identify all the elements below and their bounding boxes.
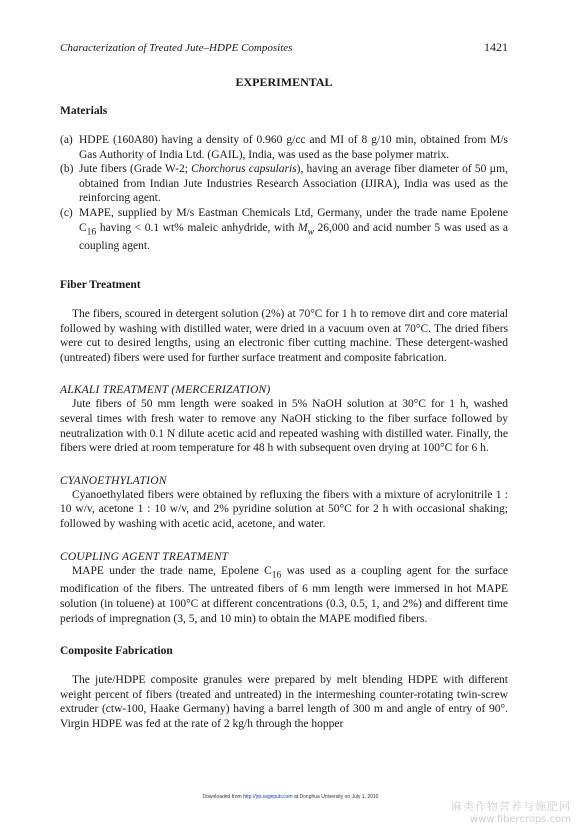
materials-list	[60, 133, 508, 254]
source-link[interactable]: http://jrp.sagepub.com	[243, 794, 293, 800]
page-number: 1421	[484, 40, 508, 54]
list-item-label: (a)	[60, 134, 73, 146]
list-item-text: 26,000 and acid number 5 was used as a coupling agent.	[79, 221, 508, 253]
list-item-text: having < 0.1 wt% maleic anhydride, with	[96, 221, 298, 234]
list-item-text: HDPE (160A80) having a density of 0.960 g/cc and MI of 8 g/10 min, obtained from M/s Gas Authority of India Ltd. (GAIL), India, was used as the base polymer matrix.	[79, 134, 508, 161]
article-page	[60, 40, 508, 732]
list-item	[60, 162, 508, 206]
subscript: 16	[271, 568, 282, 580]
species-name: Chorchorus capsularis	[191, 163, 297, 176]
molecular-weight-symbol: M	[297, 221, 308, 234]
coupling-paragraph: MAPE under the trade name, Epolene $C_{16}$ was used as a coupling agent for the surface modification of the fibers. The untreated fibers of 6 mm length were immersed in hot MAPE solution (in toluene) at 100°C at different concentrations (0.3, 0.5, 1, and 2%) and different time periods of impregnation (3, 5, and 10 min) to obtain the MAPE modified fibers.	[60, 564, 508, 625]
watermark-title: 麻类作物营养与施肥网	[451, 800, 571, 813]
alkali-heading: ALKALI TREATMENT (MERCERIZATION)	[60, 384, 271, 397]
watermark-url: www.fibercrops.com	[469, 814, 571, 825]
coupling-heading: COUPLING AGENT TREATMENT	[60, 550, 229, 563]
subscript: w	[307, 225, 314, 237]
composite-heading: Composite Fabrication	[60, 645, 173, 658]
list-item-text: ), having an average fiber diameter of 50 µm, obtained from Indian Jute Industries Research Association (IJIRA), India was used as the reinforcing agent.	[79, 163, 508, 205]
download-footer: Downloaded from http://jrp.sagepub.com at Donghua University on July 1, 2010	[202, 794, 379, 800]
list-item	[60, 133, 508, 162]
list-item-label: (b)	[60, 163, 74, 176]
composite-paragraph: The jute/HDPE composite granules were prepared by melt blending HDPE with different weight percent of fibers (treated and untreated) in the intermeshing counter-rotating twin-screw extruder (ctw-100, Haake Germany) having a barrel length of 300 m and angle of entry of 90°. Virgin HDPE was fed at the rate of 2 kg/h through the hopper	[60, 674, 508, 731]
watermark	[451, 800, 571, 826]
fiber-treatment-paragraph: The fibers, scoured in detergent solution (2%) at 70°C for 1 h to remove dirt and core material followed by washing with distilled water, were dried in a vacuum oven at 70°C. The dried fibers were cut to desired lengths, using an electronic fiber cutting machine. These detergent-washed (untreated) fibers were used for further surface treatment and composite fabrication.	[60, 308, 508, 364]
list-item-text: MAPE, supplied by M/s Eastman Chemicals Ltd, Germany, under the trade name Epolene C	[79, 206, 508, 234]
cyano-paragraph: Cyanoethylated fibers were obtained by refluxing the fibers with a mixture of acrylonitrile 1 : 10 w/v, acetone 1 : 10 w/v, and 2% pyridine solution at 50°C for 2 h with occasional shaking; followed by washing with acetic acid, acetone, and water.	[60, 488, 508, 530]
list-item-text: Jute fibers (Grade W-2;	[79, 163, 192, 176]
section-title: EXPERIMENTAL	[235, 75, 333, 89]
cyano-heading: CYANOETHYLATION	[60, 474, 167, 487]
fiber-treatment-heading: Fiber Treatment	[60, 279, 141, 292]
materials-heading: Materials	[60, 105, 108, 117]
running-head	[60, 40, 508, 55]
subscript: 16	[86, 225, 97, 237]
running-title: Characterization of Treated Jute–HDPE Composites	[60, 42, 293, 54]
alkali-paragraph: Jute fibers of 50 mm length were soaked in 5% NaOH solution at 30°C for 1 h, washed several times with fresh water to remove any NaOH sticking to the fiber surface followed by neutralization with 0.1 N dilute acetic acid and repeated washing with distilled water. Finally, the fibers were dried at room temperature for 48 h with subsequent oven drying at 100°C for 6 h.	[60, 398, 508, 455]
list-item-label: (c)	[60, 206, 73, 219]
list-item	[60, 206, 508, 254]
